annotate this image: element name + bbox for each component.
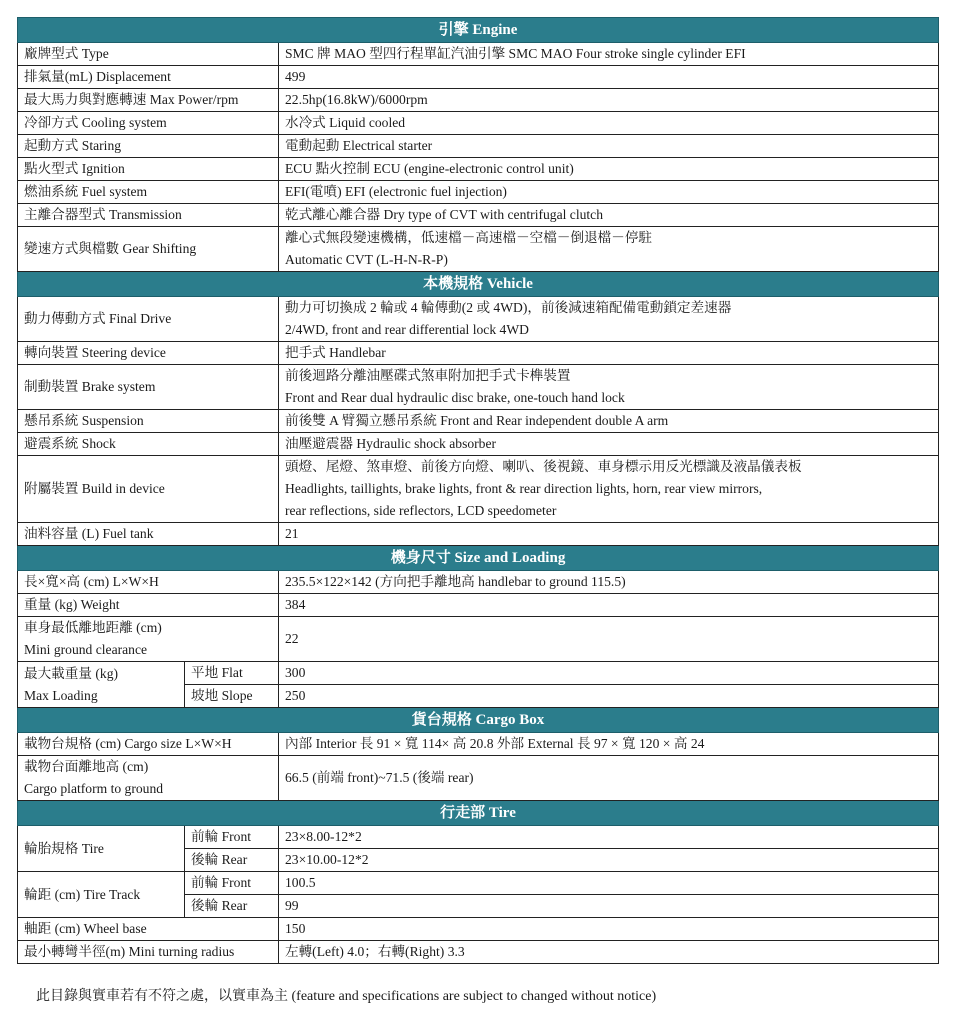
starting-value: 電動起動 Electrical starter xyxy=(279,135,939,158)
vehicle-row-steering xyxy=(18,342,939,365)
fuel-system-label: 燃油系統 Fuel system xyxy=(18,181,279,204)
vehicle-row-suspension xyxy=(18,410,939,433)
tire-row-track-front xyxy=(18,872,939,895)
fuel-tank-value: 21 xyxy=(279,523,939,546)
cargo-height-value: 66.5 (前端 front)~71.5 (後端 rear) xyxy=(279,756,939,801)
transmission-value: 乾式離心離合器 Dry type of CVT with centrifugal clutch xyxy=(279,204,939,227)
build-in-device-line-2: Headlights, taillights, brake lights, front & rear direction lights, horn, rear view mirrors, xyxy=(285,481,763,496)
ignition-label: 點火型式 Ignition xyxy=(18,158,279,181)
tire-track-front-label: 前輪 Front xyxy=(185,872,279,895)
ground-clearance-label-line-2: Mini ground clearance xyxy=(24,642,148,657)
tire-size-rear-value: 23×10.00-12*2 xyxy=(279,849,939,872)
tire-size-front-value: 23×8.00-12*2 xyxy=(279,826,939,849)
cooling-value: 水冷式 Liquid cooled xyxy=(279,112,939,135)
tire-size-label: 輪胎規格 Tire xyxy=(18,826,185,872)
size-row-weight xyxy=(18,594,939,617)
cooling-label: 冷卻方式 Cooling system xyxy=(18,112,279,135)
loading-flat-label: 平地 Flat xyxy=(185,662,279,685)
steering-label: 轉向裝置 Steering device xyxy=(18,342,279,365)
cargo-height-label xyxy=(18,756,279,801)
size-row-clearance xyxy=(18,617,939,662)
loading-slope-label: 坡地 Slope xyxy=(185,685,279,708)
gear-shifting-value xyxy=(279,227,939,272)
turning-radius-value: 左轉(Left) 4.0；右轉(Right) 3.3 xyxy=(279,941,939,964)
dimensions-value: 235.5×122×142 (方向把手離地高 handlebar to ground 115.5) xyxy=(279,571,939,594)
max-loading-label xyxy=(18,662,185,708)
tire-row-wheelbase xyxy=(18,918,939,941)
engine-row-ignition xyxy=(18,158,939,181)
shock-value: 油壓避震器 Hydraulic shock absorber xyxy=(279,433,939,456)
cargo-size-value: 內部 Interior 長 91 × 寬 114× 高 20.8 外部 External 長 97 × 寬 120 × 高 24 xyxy=(279,733,939,756)
ground-clearance-label xyxy=(18,617,279,662)
engine-type-value: SMC 牌 MAO 型四行程單缸汽油引擎 SMC MAO Four stroke single cylinder EFI xyxy=(279,43,939,66)
size-row-dims xyxy=(18,571,939,594)
cargo-row-size xyxy=(18,733,939,756)
ignition-value: ECU 點火控制 ECU (engine-electronic control unit) xyxy=(279,158,939,181)
brake-line-2: Front and Rear dual hydraulic disc brake, one-touch hand lock xyxy=(285,390,625,405)
section-engine-header: 引擎 Engine xyxy=(18,18,939,43)
tire-size-rear-label: 後輪 Rear xyxy=(185,849,279,872)
gear-shifting-label: 變速方式與檔數 Gear Shifting xyxy=(18,227,279,272)
cargo-height-label-line-1: 載物台面離地高 (cm) xyxy=(24,759,149,774)
brake-line-1: 前後迴路分離油壓碟式煞車附加把手式卡榫裝置 xyxy=(285,368,571,383)
ground-clearance-value: 22 xyxy=(279,617,939,662)
engine-row-gear xyxy=(18,227,939,272)
vehicle-row-fuel-tank xyxy=(18,523,939,546)
loading-flat-value: 300 xyxy=(279,662,939,685)
weight-value: 384 xyxy=(279,594,939,617)
wheel-base-value: 150 xyxy=(279,918,939,941)
weight-label: 重量 (kg) Weight xyxy=(18,594,279,617)
spec-table xyxy=(17,17,939,964)
build-in-device-line-1: 頭燈、尾燈、煞車燈、前後方向燈、喇叭、後視鏡、車身標示用反光標識及液晶儀表板 xyxy=(285,459,802,474)
steering-value: 把手式 Handlebar xyxy=(279,342,939,365)
suspension-label: 懸吊系統 Suspension xyxy=(18,410,279,433)
engine-row-transmission xyxy=(18,204,939,227)
engine-row-displacement xyxy=(18,66,939,89)
turning-radius-label: 最小轉彎半徑(m) Mini turning radius xyxy=(18,941,279,964)
tire-track-rear-label: 後輪 Rear xyxy=(185,895,279,918)
starting-label: 起動方式 Staring xyxy=(18,135,279,158)
engine-row-type xyxy=(18,43,939,66)
tire-track-rear-value: 99 xyxy=(279,895,939,918)
brake-label: 制動裝置 Brake system xyxy=(18,365,279,410)
gear-shifting-line-1: 離心式無段變速機構，低速檔－高速檔－空檔－倒退檔－停駐 xyxy=(285,230,653,245)
tire-track-front-value: 100.5 xyxy=(279,872,939,895)
build-in-device-line-3: rear reflections, side reflectors, LCD speedometer xyxy=(285,503,557,518)
final-drive-label: 動力傳動方式 Final Drive xyxy=(18,297,279,342)
tire-track-label: 輪距 (cm) Tire Track xyxy=(18,872,185,918)
max-loading-label-line-1: 最大載重量 (kg) xyxy=(24,665,119,681)
section-vehicle-header: 本機規格 Vehicle xyxy=(18,272,939,297)
size-row-loading-flat xyxy=(18,662,939,685)
final-drive-line-1: 動力可切換成 2 輪或 4 輪傳動(2 或 4WD)，前後減速箱配備電動鎖定差速器 xyxy=(285,300,732,315)
cargo-height-label-line-2: Cargo platform to ground xyxy=(24,781,164,796)
shock-label: 避震系統 Shock xyxy=(18,433,279,456)
fuel-tank-label: 油料容量 (L) Fuel tank xyxy=(18,523,279,546)
section-size-header: 機身尺寸 Size and Loading xyxy=(18,546,939,571)
vehicle-row-shock xyxy=(18,433,939,456)
ground-clearance-label-line-1: 車身最低離地距離 (cm) xyxy=(24,620,162,635)
suspension-value: 前後雙 A 臂獨立懸吊系統 Front and Rear independent double A arm xyxy=(279,410,939,433)
loading-slope-value: 250 xyxy=(279,685,939,708)
fuel-system-value: EFI(電噴) EFI (electronic fuel injection) xyxy=(279,181,939,204)
displacement-value: 499 xyxy=(279,66,939,89)
wheel-base-label: 軸距 (cm) Wheel base xyxy=(18,918,279,941)
section-tire-header: 行走部 Tire xyxy=(18,801,939,826)
engine-row-cooling xyxy=(18,112,939,135)
build-in-device-value xyxy=(279,456,939,523)
gear-shifting-line-2: Automatic CVT (L-H-N-R-P) xyxy=(285,252,448,267)
tire-size-front-label: 前輪 Front xyxy=(185,826,279,849)
vehicle-row-devices xyxy=(18,456,939,523)
final-drive-value xyxy=(279,297,939,342)
max-loading-label-line-2: Max Loading xyxy=(24,687,98,703)
cargo-size-label: 載物台規格 (cm) Cargo size L×W×H xyxy=(18,733,279,756)
vehicle-row-final-drive xyxy=(18,297,939,342)
engine-type-label: 廠牌型式 Type xyxy=(18,43,279,66)
engine-row-fuel xyxy=(18,181,939,204)
max-power-label: 最大馬力與對應轉速 Max Power/rpm xyxy=(18,89,279,112)
section-cargo-header: 貨台規格 Cargo Box xyxy=(18,708,939,733)
build-in-device-label: 附屬裝置 Build in device xyxy=(18,456,279,523)
final-drive-line-2: 2/4WD, front and rear differential lock 4WD xyxy=(285,322,529,337)
engine-row-power xyxy=(18,89,939,112)
max-power-value: 22.5hp(16.8kW)/6000rpm xyxy=(279,89,939,112)
brake-value xyxy=(279,365,939,410)
cargo-row-height xyxy=(18,756,939,801)
tire-row-size-front xyxy=(18,826,939,849)
engine-row-starting xyxy=(18,135,939,158)
displacement-label: 排氣量(mL) Displacement xyxy=(18,66,279,89)
tire-row-turning xyxy=(18,941,939,964)
transmission-label: 主離合器型式 Transmission xyxy=(18,204,279,227)
dimensions-label: 長×寬×高 (cm) L×W×H xyxy=(18,571,279,594)
vehicle-row-brake xyxy=(18,365,939,410)
footer-note: 此目錄與實車若有不符之處，以實車為主 (feature and specifications are subject to changed without notice) xyxy=(36,989,657,1004)
